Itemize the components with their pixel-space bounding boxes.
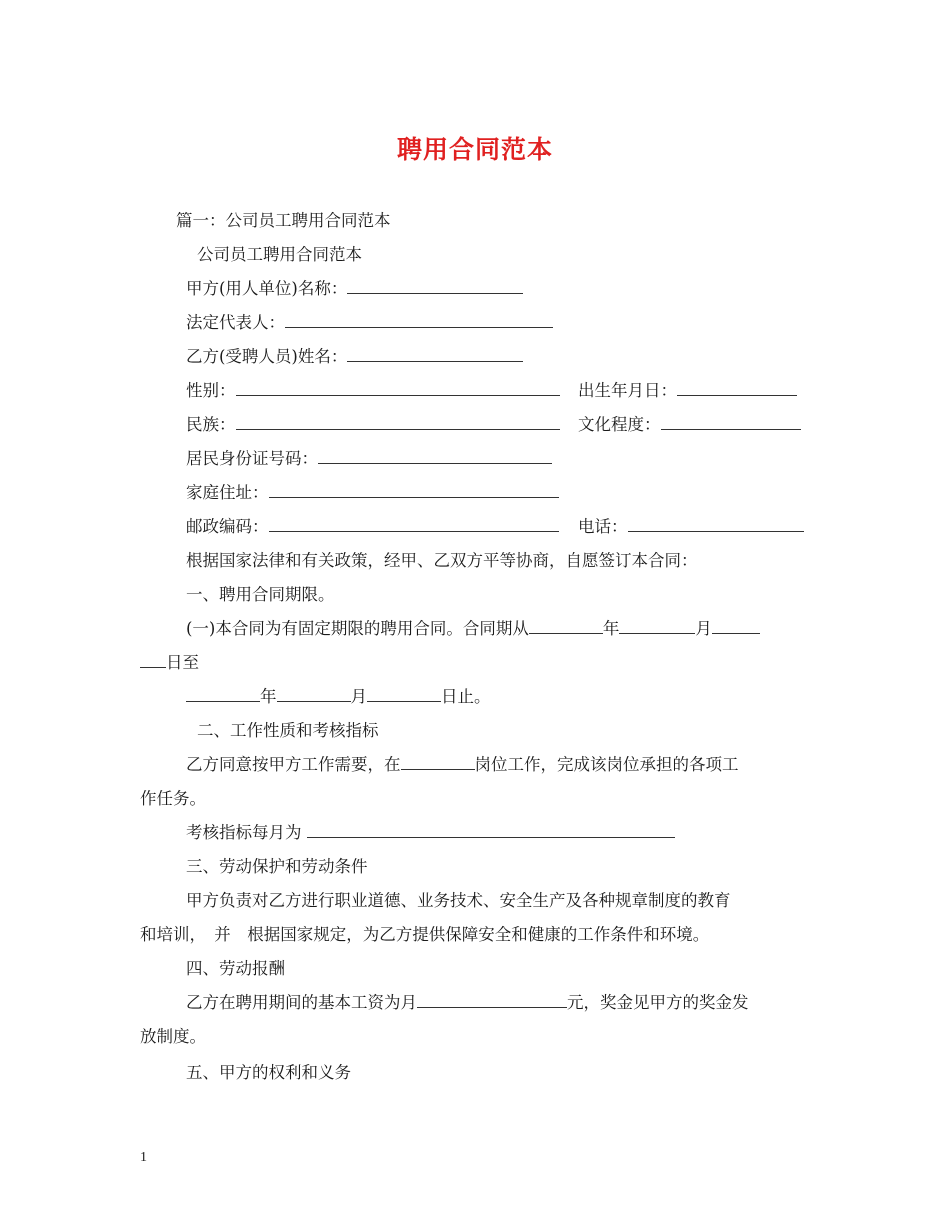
term-text: (一)本合同为有固定期限的聘用合同。合同期从 [186,619,529,638]
birth-blank[interactable] [677,380,797,396]
month-label: 月 [695,619,712,638]
year-label: 年 [602,619,620,638]
section-1-heading: 一、聘用合同期限。 [186,585,335,604]
position-blank[interactable] [401,754,475,770]
start-day-blank-part1[interactable] [712,618,760,634]
kpi-row [186,822,675,844]
start-month-blank[interactable] [619,618,695,634]
postal-blank[interactable] [269,516,559,532]
legal-rep-label: 法定代表人： [186,313,285,332]
kpi-blank[interactable] [307,822,675,838]
section-5-heading: 五、甲方的权利和义务 [186,1063,351,1082]
s3-text-a: 甲方负责对乙方进行职业道德、业务技术、安全生产及各种规章制度的教育 [186,891,731,910]
legal-rep-blank[interactable] [285,312,553,328]
term-row-3 [186,686,491,708]
s2-text-c: 作任务。 [140,789,206,808]
party-b-blank[interactable] [347,346,523,362]
section-4-heading: 四、劳动报酬 [186,959,285,978]
party-b-label: 乙方(受聘人员)姓名： [186,347,348,366]
section-title: 篇一：公司员工聘用合同范本 [176,211,391,230]
gender-blank[interactable] [236,380,560,396]
section-2-heading: 二、工作性质和考核指标 [197,721,379,740]
phone-label: 电话： [578,517,628,536]
postal-label: 邮政编码： [186,517,269,536]
section-3-heading: 三、劳动保护和劳动条件 [186,857,368,876]
start-day-blank-part2[interactable] [140,652,166,668]
education-blank[interactable] [661,414,801,430]
page-number: 1 [140,1150,147,1165]
party-a-blank[interactable] [347,278,523,294]
ethnicity-label: 民族： [186,415,236,434]
birth-label: 出生年月日： [578,381,677,400]
id-row [186,448,552,470]
salary-blank[interactable] [417,992,567,1008]
term-row-2 [140,652,199,674]
kpi-label: 考核指标每月为 [186,823,302,842]
ethnicity-row [186,414,560,436]
education-label: 文化程度： [578,415,661,434]
s4-text-a: 乙方在聘用期间的基本工资为月 [186,993,417,1012]
birth-row [578,380,797,402]
address-blank[interactable] [269,482,559,498]
s4-text-c: 放制度。 [140,1027,206,1046]
party-a-label: 甲方(用人单位)名称： [186,279,348,298]
party-a-row [186,278,523,300]
end-month-label: 月 [350,687,367,706]
postal-row [186,516,559,538]
s2-text-b: 岗位工作，完成该岗位承担的各项工 [474,755,739,774]
end-year-blank[interactable] [186,686,260,702]
start-year-blank[interactable] [529,618,603,634]
gender-row [186,380,560,402]
gender-label: 性别： [186,381,236,400]
address-row [186,482,559,504]
end-day-blank[interactable] [367,686,441,702]
phone-row [578,516,804,538]
term-row-1 [186,618,760,640]
document-title: 聘用合同范本 [396,135,553,164]
day-to-label: 日至 [166,653,199,672]
education-row [578,414,801,436]
s2-row-1 [186,754,739,776]
id-label: 居民身份证号码： [186,449,318,468]
s2-text-a: 乙方同意按甲方工作需要，在 [186,755,401,774]
id-blank[interactable] [318,448,552,464]
end-year-label: 年 [260,687,277,706]
preamble: 根据国家法律和有关政策，经甲、乙双方平等协商，自愿签订本合同： [186,551,698,570]
s3-text-b: 和培训， 并 根据国家规定，为乙方提供保障安全和健康的工作条件和环境。 [140,925,710,944]
s4-row-1 [186,992,749,1014]
s4-text-b: 元，奖金见甲方的奖金发 [567,993,749,1012]
ethnicity-blank[interactable] [236,414,560,430]
party-b-row [186,346,523,368]
legal-rep-row [186,312,553,334]
address-label: 家庭住址： [186,483,269,502]
sub-title: 公司员工聘用合同范本 [197,245,362,264]
end-month-blank[interactable] [277,686,351,702]
phone-blank[interactable] [628,516,804,532]
day-end-label: 日止。 [441,687,491,706]
